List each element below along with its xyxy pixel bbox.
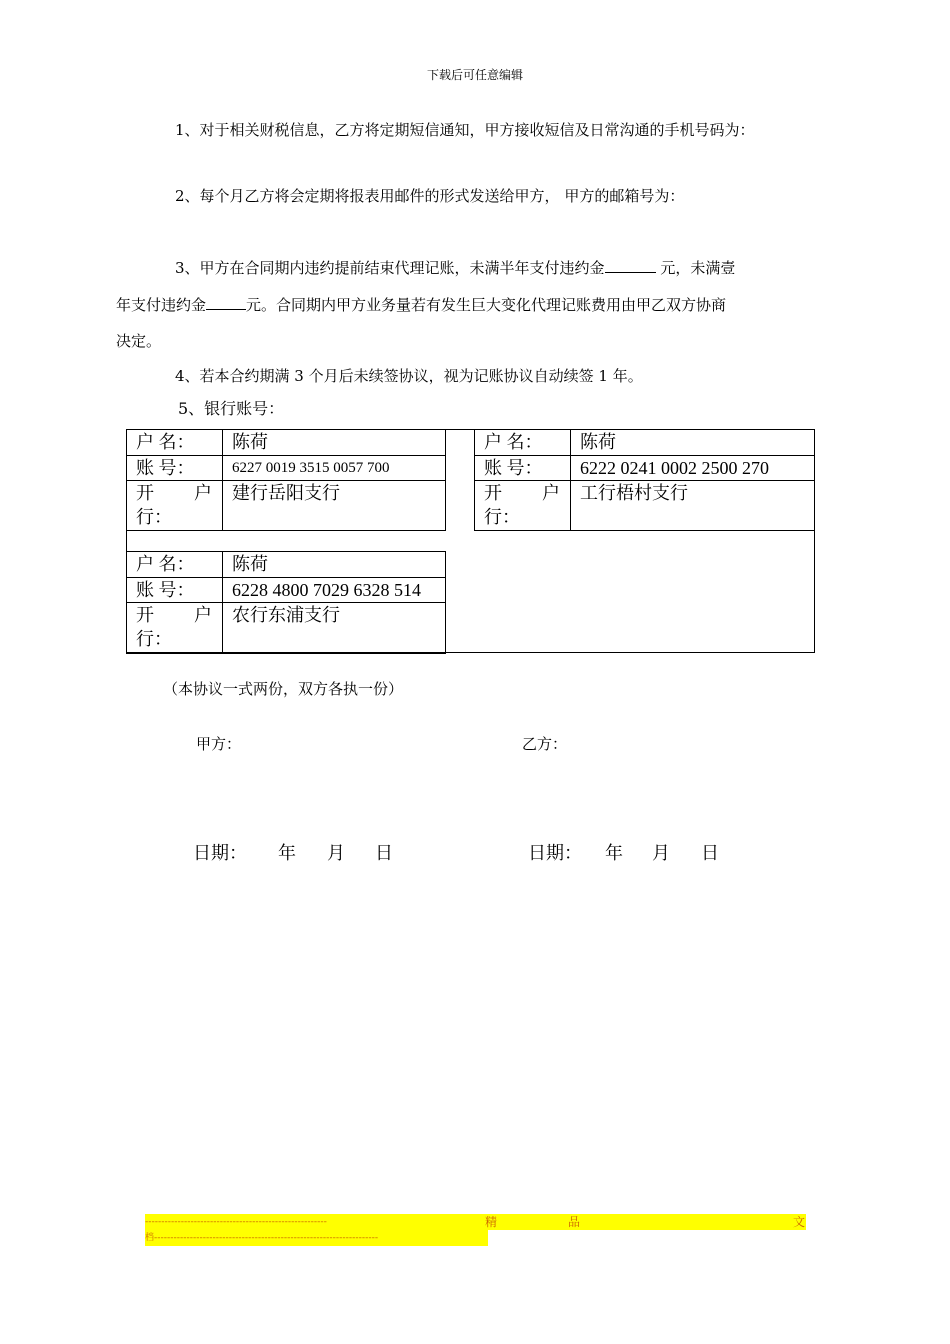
- account-number-value: 6227 0019 3515 0057 700: [223, 456, 446, 481]
- clause-5-bank-heading: 5、银行账号：: [178, 399, 285, 418]
- party-b-label: 乙方：: [522, 735, 568, 753]
- clause-1: 1、对于相关财税信息，乙方将定期短信通知，甲方接收短信及日常沟通的手机号码为：: [175, 121, 755, 139]
- account-bank-row: [127, 603, 446, 654]
- clause-2: 2、每个月乙方将会定期将报表用邮件的形式发送给甲方， 甲方的邮箱号为：: [175, 187, 685, 205]
- footer-char-1: 精: [485, 1215, 498, 1229]
- clause-3-line-2: [116, 294, 726, 315]
- bank-label-part-1: 开: [136, 483, 154, 503]
- account-bank-value: 建行岳阳支行: [223, 481, 446, 531]
- party-a-date-label: 日期：: [193, 843, 247, 864]
- bank-account-table-1: [126, 429, 446, 531]
- account-bank-value: 工行梧村支行: [571, 481, 815, 531]
- account-number-row: [475, 456, 815, 481]
- account-name-value: 陈荷: [571, 430, 815, 456]
- account-bank-row: [127, 481, 446, 531]
- bank-label-part-3: 行：: [484, 507, 520, 527]
- account-name-row: [127, 552, 446, 578]
- account-name-label: 户 名：: [127, 552, 223, 578]
- account-number-label: 账 号：: [475, 456, 571, 481]
- account-bank-label: [127, 481, 223, 531]
- bank-label-part-1: 开: [484, 483, 502, 503]
- footer-watermark-line-1: [145, 1214, 806, 1230]
- account-number-label: 账 号：: [127, 578, 223, 603]
- account-name-value: 陈荷: [223, 430, 446, 456]
- bank-label-part-2: 户: [194, 605, 212, 625]
- copies-note: （本协议一式两份，双方各执一份）: [163, 680, 404, 698]
- account-bank-label: [127, 603, 223, 654]
- party-b-date-label: 日期：: [528, 843, 582, 864]
- party-a-date-year: 年: [278, 843, 296, 864]
- clause-3-text-d: 元。合同期内甲方业务量若有发生巨大变化代理记账费用由甲乙双方协商: [246, 296, 727, 314]
- clause-3-text-c: 年支付违约金: [116, 296, 207, 314]
- penalty-blank-half-year[interactable]: [605, 257, 656, 273]
- clause-4: 4、若本合约期满 3 个月后未续签协议，视为记账协议自动续签 1 年。: [175, 367, 643, 385]
- account-number-row: [127, 456, 446, 481]
- bank-label-part-1: 开: [136, 605, 154, 625]
- penalty-blank-one-year[interactable]: [206, 294, 246, 310]
- clause-3-line-3: 决定。: [116, 332, 162, 350]
- party-a-date-month: 月: [327, 843, 345, 864]
- party-b-date-day: 日: [701, 843, 719, 864]
- account-name-row: [475, 430, 815, 456]
- bank-label-part-2: 户: [542, 483, 560, 503]
- party-b-date-year: 年: [605, 843, 623, 864]
- party-a-label: 甲方：: [196, 735, 242, 753]
- account-bank-row: [475, 481, 815, 531]
- account-name-value: 陈荷: [223, 552, 446, 578]
- account-name-row: [127, 430, 446, 456]
- footer-char-3: 文: [793, 1215, 806, 1229]
- account-name-label: 户 名：: [475, 430, 571, 456]
- party-b-date-month: 月: [652, 843, 670, 864]
- bank-account-table-2: [474, 429, 815, 531]
- bank-label-part-3: 行：: [136, 507, 172, 527]
- account-bank-label: [475, 481, 571, 531]
- footer-watermark-line-2: 档---------------------------------------------------------------------: [145, 1230, 488, 1246]
- account-bank-value: 农行东浦支行: [223, 603, 446, 654]
- account-number-label: 账 号：: [127, 456, 223, 481]
- bank-account-table-3: [126, 551, 446, 654]
- bank-label-part-3: 行：: [136, 629, 172, 649]
- clause-3-line-1: [175, 257, 735, 278]
- footer-char-2: 品: [568, 1215, 581, 1229]
- page-header: 下载后可任意编辑: [426, 68, 523, 82]
- account-number-value: 6222 0241 0002 2500 270: [571, 456, 815, 481]
- bank-label-part-2: 户: [194, 483, 212, 503]
- party-a-date-day: 日: [375, 843, 393, 864]
- clause-3-text-b: 元，未满壹: [655, 259, 736, 277]
- account-number-row: [127, 578, 446, 603]
- footer-dashes: --------------------------------------------------------: [145, 1217, 327, 1227]
- clause-3-text-a: 3、甲方在合同期内违约提前结束代理记账，未满半年支付违约金: [175, 259, 605, 277]
- account-number-value: 6228 4800 7029 6328 514: [223, 578, 446, 603]
- account-name-label: 户 名：: [127, 430, 223, 456]
